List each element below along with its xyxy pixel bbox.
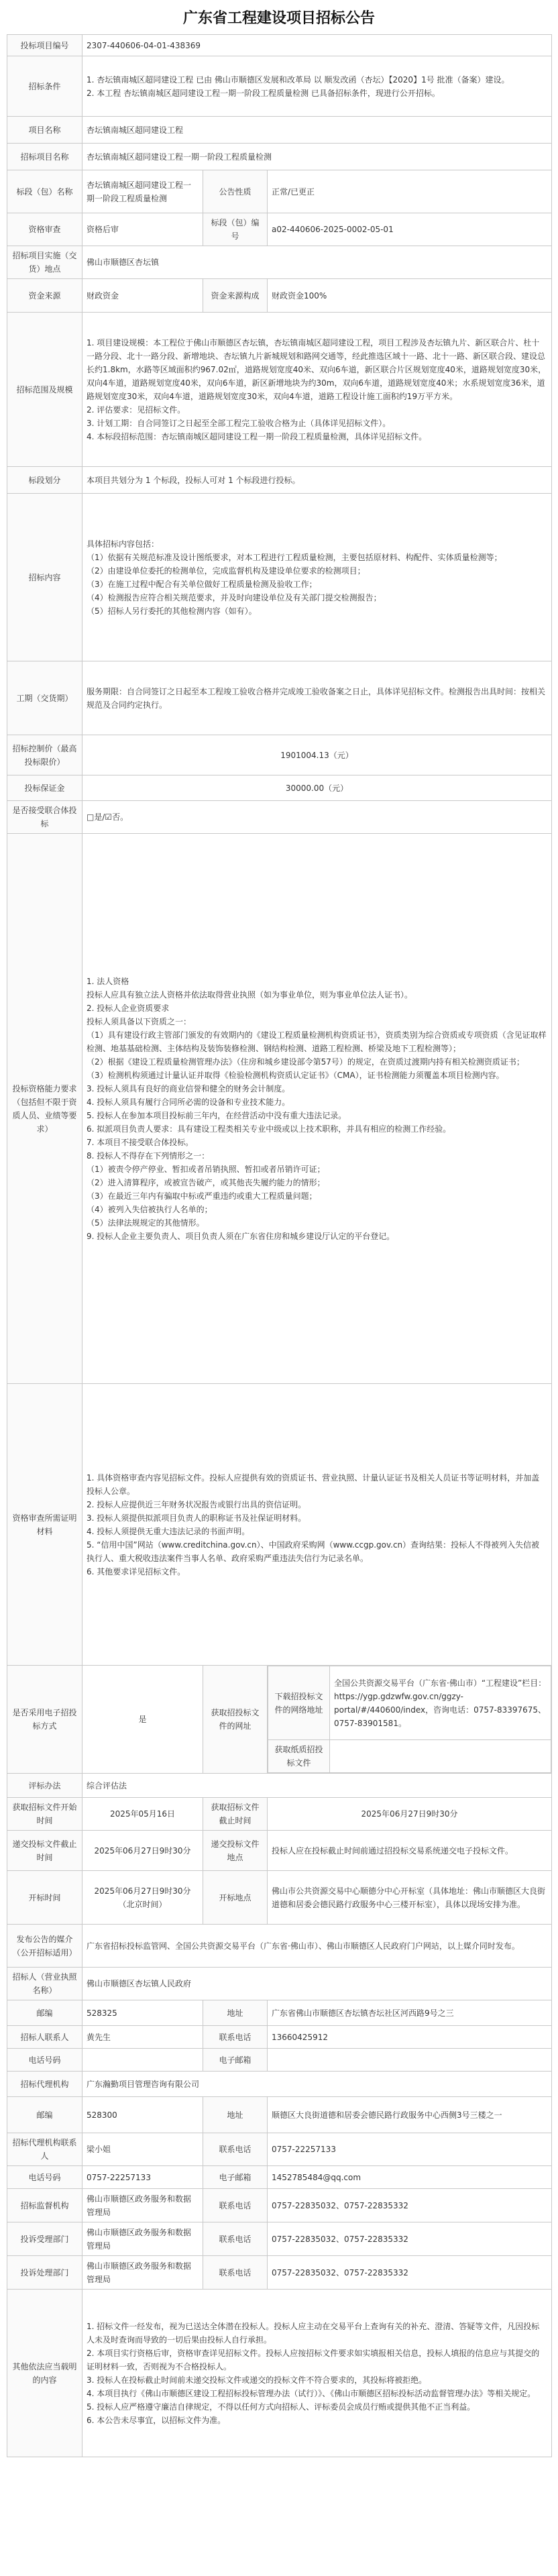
platform-label: 获取招投标文件的网址 xyxy=(203,1666,268,1774)
get-doc-end-value: 2025年06月27日9时30分 xyxy=(268,1798,552,1831)
row-content xyxy=(7,494,552,661)
get-doc-label: 获取招标文件开始时间 xyxy=(7,1798,82,1831)
bidder-req-value: 1. 法人资格 投标人应具有独立法人资格并依法取得营业执照（如为事业单位，则为事业单位法人证书）。 2. 投标人企业资质要求 投标人须具备以下资质之一： （1）具有建设行政主管部门颁发的有效期内的《建设工程质量检测机构资质证书》，资质类别为综合资质或专项资质（含见证取样检测、地基基础检测、主体结构及装饰装修检测、钢结构检测、道路工程检测、桥梁及地下工程检测等）； （2）根据《建设工程质量检测管理办法》（住房和城乡建设部令第57号）的规定，在资质过渡期内持有相关检测资质证书； （3）检测机构须通过计量认证并取得《检验检测机构资质认定证书》（CMA），证书检测能力须覆盖本项目检测内容。 3. 投标人须具有良好的商业信誉和健全的财务会计制度。 4. 投标人须具有履行合同所必需的设备和专业技术能力。 5. 投标人在参加本项目投标前三年内，在经营活动中没有重大违法记录。 6. 拟派项目负责人要求：具有建设工程类相关专业中级或以上技术职称，并具有相应的检测工作经验。 7. 本项目不接受联合体投标。 8. 投标人不得存在下列情形之一： （1）被责令停产停业、暂扣或者吊销执照、暂扣或者吊销许可证； （2）进入清算程序，或被宣告破产，或其他丧失履约能力的情形； （3）在最近三年内有骗取中标或严重违约或重大工程质量问题； （4）被列入失信被执行人名单的； （5）法律法规规定的其他情形。 9. 投标人企业主要负责人、项目负责人须在广东省住房和城乡建设厅认定的平台登记。 xyxy=(82,834,552,1384)
agency-addr-value: 顺德区大良街道德和居委会德民路行政服务中心西侧3号三楼之一 xyxy=(268,2097,552,2133)
row-control-price xyxy=(7,735,552,775)
row-get-doc xyxy=(7,1798,552,1831)
email-value xyxy=(268,2049,552,2072)
doc-url-value[interactable]: 全国公共资源交易平台（广东省·佛山市）“工程建设”栏目：https://ygp.gdzwfw.gov.cn/ggzy-portal/#/440600/index，咨询电话：0757-83397675、0757-83901581。 xyxy=(330,1666,551,1740)
agency-value: 广东瀚勤项目管理咨询有限公司 xyxy=(82,2072,552,2097)
section-code-value: a02-440606-2025-0002-05-01 xyxy=(268,213,552,246)
row-method xyxy=(7,1774,552,1798)
project-code-label: 投标项目编号 xyxy=(7,35,82,56)
tel-value: 13660425912 xyxy=(268,2026,552,2049)
row-agency-contact xyxy=(7,2133,552,2166)
tenderee-addr-label: 地址 xyxy=(203,2000,268,2026)
supervise-tel-value: 0757-22835032、0757-22835332 xyxy=(268,2189,552,2222)
electronic-doc-table xyxy=(268,1666,551,1773)
public-label: 公告性质 xyxy=(203,170,268,213)
tenderee-postcode-label: 邮编 xyxy=(7,2000,82,2026)
tenderee-postcode-value: 528325 xyxy=(82,2000,203,2026)
publish-value: 广东省招标投标监管网、全国公共资源交易平台（广东省·佛山市）、佛山市顺德区人民政府门户网站，以上媒介同时发布。 xyxy=(82,1925,552,1968)
row-open xyxy=(7,1871,552,1925)
row-location xyxy=(7,246,552,279)
duration-value: 服务期限：自合同签订之日起至本工程竣工验收合格并完成竣工验收备案之日止，具体详见招标文件。检测报告出具时间：按相关规范及合同约定执行。 xyxy=(82,661,552,735)
tender-project-name-label: 招标项目名称 xyxy=(7,144,82,170)
content-label: 招标内容 xyxy=(7,494,82,661)
publish-label: 发布公告的媒介（公开招标适用） xyxy=(7,1925,82,1968)
row-project-name xyxy=(7,117,552,144)
row-submit xyxy=(7,1831,552,1871)
method-value: 综合评估法 xyxy=(82,1774,552,1798)
row-agency-phone xyxy=(7,2166,552,2189)
agency-postcode-label: 邮编 xyxy=(7,2097,82,2133)
open-place-label: 开标地点 xyxy=(203,1871,268,1925)
handle-tel-label: 联系电话 xyxy=(203,2256,268,2290)
tender-project-name-value: 杏坛镇南城区超同建设工程一期一阶段工程质量检测 xyxy=(82,144,552,170)
row-complaint xyxy=(7,2222,552,2256)
phone-label: 电话号码 xyxy=(7,2049,82,2072)
get-doc-value: 2025年05月16日 xyxy=(82,1798,203,1831)
row-scope xyxy=(7,313,552,467)
handle-tel-value: 0757-22835032、0757-22835332 xyxy=(268,2256,552,2290)
content-value: 具体招标内容包括： （1）依据有关规范标准及设计图纸要求，对本工程进行工程质量检测，主要包括原材料、构配件、实体质量检测等； （2）由建设单位委托的检测单位，完成监督机构及建设单位要求的检测项目； （3）在施工过程中配合有关单位做好工程质量检测及验收工作； （4）检测报告应符合相关规范要求，并及时向建设单位及有关部门提交检测报告； （5）招标人另行委托的其他检测内容（如有）。 xyxy=(82,494,552,661)
scope-value: 1. 项目建设规模：本工程位于佛山市顺德区杏坛镇，杏坛镇南城区超同建设工程，项目工程涉及杏坛镇九片、新区联合片、杜十一路分段、北十一路分段、新增地块、杏坛镇九片新城规划和路网交通等，经此推选区域十一路、北十一路、新区联合段、建设总长约1.8km，水路等区域面积约967.02㎡，道路规划宽度40米、双向6车道，新区联合片区规划宽度40米，道路规划宽度30米，双向4车道，道路规划宽度40米，双向6车道，新区新增地块为约30m，双向6车道，道路规划宽度40米；水系规划宽度36米，道路规划宽度30米，双向4车道，道路规划宽度30米，双向4车道，道路工程设计施工面积约19万平方米。 2. 评估要求：见招标文件。 3. 计划工期：自合同签订之日起至全部工程完工验收合格为止（具体详见招标文件）。 4. 本标段招标范围：杏坛镇南城区超同建设工程一期一阶段工程质量检测，具体详见招标文件。 xyxy=(82,313,552,467)
deposit-value: 30000.00（元） xyxy=(82,775,552,801)
row-consortium xyxy=(7,801,552,834)
open-label: 开标时间 xyxy=(7,1871,82,1925)
announcement-table xyxy=(7,34,552,2457)
project-code-value: 2307-440606-04-01-438369 xyxy=(82,35,552,56)
row-deposit xyxy=(7,775,552,801)
supervise-tel-label: 联系电话 xyxy=(203,2189,268,2222)
control-price-value: 1901004.13（元） xyxy=(82,735,552,775)
section-label: 标段（包）名称 xyxy=(7,170,82,213)
row-duration xyxy=(7,661,552,735)
fund-ratio-value: 财政资金100% xyxy=(268,279,552,313)
tel-label: 联系电话 xyxy=(203,2026,268,2049)
disqualify-value: 1. 具体资格审查内容见招标文件。投标人应提供有效的资质证书、营业执照、计量认证证书及相关人员证书等证明材料，并加盖投标人公章。 2. 投标人应提供近三年财务状况报告或银行出具的资信证明。 3. 投标人须提供拟派项目负责人的职称证书及社保证明材料。 4. 投标人须提供无重大违法记录的书面声明。 5. “信用中国”网站（www.creditchina.gov.cn）、中国政府采购网（www.ccgp.gov.cn）查询结果：投标人不得被列入失信被执行人、重大税收违法案件当事人名单、政府采购严重违法失信行为记录名单。 6. 其他要求详见招标文件。 xyxy=(82,1384,552,1666)
agency-tel-label: 联系电话 xyxy=(203,2133,268,2166)
location-value: 佛山市顺德区杏坛镇 xyxy=(82,246,552,279)
agency-tel-value: 0757-22257133 xyxy=(268,2133,552,2166)
bidder-req-label: 投标资格能力要求（包括但不限于资质人员、业绩等要求） xyxy=(7,834,82,1384)
row-other xyxy=(7,2290,552,2457)
row-disqualify xyxy=(7,1384,552,1666)
agency-email-value: 1452785484@qq.com xyxy=(268,2166,552,2189)
qualification-label: 资格审查 xyxy=(7,213,82,246)
row-section xyxy=(7,170,552,213)
location-label: 招标项目实施（交货）地点 xyxy=(7,246,82,279)
complaint-label: 投诉受理部门 xyxy=(7,2222,82,2256)
plan-value: 本项目共划分为 1 个标段，投标人可对 1 个标段进行投标。 xyxy=(82,467,552,494)
electronic-value: 是 xyxy=(82,1666,203,1774)
handle-label: 投诉处理部门 xyxy=(7,2256,82,2290)
submit-value: 2025年06月27日9时30分 xyxy=(82,1831,203,1871)
agency-contact-label: 招标代理机构联系人 xyxy=(7,2133,82,2166)
handle-value: 佛山市顺德区政务服务和数据管理局 xyxy=(82,2256,203,2290)
deposit-label: 投标保证金 xyxy=(7,775,82,801)
row-tenderee-addr xyxy=(7,2000,552,2026)
row-tenderee xyxy=(7,1968,552,2000)
scope-label: 招标范围及规模 xyxy=(7,313,82,467)
row-electronic xyxy=(7,1666,552,1774)
row-agency-addr xyxy=(7,2097,552,2133)
open-value: 2025年06月27日9时30分（北京时间） xyxy=(82,1871,203,1925)
public-value: 正常/已更正 xyxy=(268,170,552,213)
agency-addr-label: 地址 xyxy=(203,2097,268,2133)
complaint-tel-label: 联系电话 xyxy=(203,2222,268,2256)
submit-label: 递交投标文件截止时间 xyxy=(7,1831,82,1871)
row-plan xyxy=(7,467,552,494)
row-supervise xyxy=(7,2189,552,2222)
supervise-value: 佛山市顺德区政务服务和数据管理局 xyxy=(82,2189,203,2222)
other-label: 其他依法应当载明的内容 xyxy=(7,2290,82,2457)
row-handle xyxy=(7,2256,552,2290)
row-project-code xyxy=(7,35,552,56)
consortium-label: 是否接受联合体投标 xyxy=(7,801,82,834)
row-conditions xyxy=(7,56,552,117)
method-label: 评标办法 xyxy=(7,1774,82,1798)
consortium-value: □是/☑否。 xyxy=(82,801,552,834)
electronic-label: 是否采用电子招投标方式 xyxy=(7,1666,82,1774)
section-value: 杏坛镇南城区超同建设工程一期一阶段工程质量检测 xyxy=(82,170,203,213)
electronic-doc-cell xyxy=(268,1666,552,1774)
fund-source-value: 财政资金 xyxy=(82,279,203,313)
row-contact xyxy=(7,2026,552,2049)
row-section-code xyxy=(7,213,552,246)
complaint-value: 佛山市顺德区政务服务和数据管理局 xyxy=(82,2222,203,2256)
agency-contact-value: 梁小姐 xyxy=(82,2133,203,2166)
doc-url-label: 下载招投标文件的网络地址 xyxy=(268,1666,330,1740)
phone-value xyxy=(82,2049,203,2072)
fund-label: 资金来源 xyxy=(7,279,82,313)
complaint-tel-value: 0757-22835032、0757-22835332 xyxy=(268,2222,552,2256)
section-code-label: 标段（包）编号 xyxy=(203,213,268,246)
contact-value: 黄先生 xyxy=(82,2026,203,2049)
row-publish xyxy=(7,1925,552,1968)
get-doc-end-label: 获取招标文件截止时间 xyxy=(203,1798,268,1831)
control-price-label: 招标控制价（最高投标限价） xyxy=(7,735,82,775)
duration-label: 工期（交货期） xyxy=(7,661,82,735)
paper-doc-label: 获取纸质招投标文件 xyxy=(268,1740,330,1773)
tenderee-addr-value: 广东省佛山市顺德区杏坛镇杏坛社区河西路9号之三 xyxy=(268,2000,552,2026)
agency-postcode-value: 528300 xyxy=(82,2097,203,2133)
row-phone xyxy=(7,2049,552,2072)
supervise-label: 招标监督机构 xyxy=(7,2189,82,2222)
row-agency xyxy=(7,2072,552,2097)
agency-label: 招标代理机构 xyxy=(7,2072,82,2097)
paper-doc-value xyxy=(330,1740,551,1773)
agency-phone-label: 电话号码 xyxy=(7,2166,82,2189)
tenderee-label: 招标人（营业执照名称） xyxy=(7,1968,82,2000)
row-fund xyxy=(7,279,552,313)
other-value: 1. 招标文件一经发布，视为已送达全体潜在投标人。投标人应主动在交易平台上查询有关的补充、澄清、答疑等文件，凡因投标人未及时查询而导致的一切后果由投标人自行承担。 2. 本项目实行资格后审，资格审查详见招标文件。投标人应按招标文件要求如实填报相关信息，投标人填报的信息应与其提交的证明材料一致，否则视为不合格投标人。 3. 投标人在投标截止时间前未递交投标文件或递交的投标文件不符合要求的，其投标将被拒绝。 4. 本项目执行《佛山市顺德区建设工程招标投标管理办法（试行）》、《佛山市顺德区招标投标活动监督管理办法》等相关规定。 5. 投标人应严格遵守廉洁自律规定，不得以任何方式向招标人、评标委员会成员行贿或提供其他不正当利益。 6. 本公告未尽事宜，以招标文件为准。 xyxy=(82,2290,552,2457)
email-label: 电子邮箱 xyxy=(203,2049,268,2072)
fund-ratio-label: 资金来源构成 xyxy=(203,279,268,313)
submit-place-label: 递交投标文件地点 xyxy=(203,1831,268,1871)
page xyxy=(7,0,551,2457)
conditions-label: 招标条件 xyxy=(7,56,82,117)
row-bidder-req xyxy=(7,834,552,1384)
plan-label: 标段划分 xyxy=(7,467,82,494)
contact-label: 招标人联系人 xyxy=(7,2026,82,2049)
submit-place-value: 投标人应在投标截止时间前通过招投标交易系统递交电子投标文件。 xyxy=(268,1831,552,1871)
disqualify-label: 资格审查所需证明材料 xyxy=(7,1384,82,1666)
qualification-value: 资格后审 xyxy=(82,213,203,246)
open-place-value: 佛山市公共资源交易中心顺德分中心开标室（具体地址：佛山市顺德区大良街道德和居委会德民路行政服务中心三楼开标室），具体以现场安排为准。 xyxy=(268,1871,552,1925)
row-tender-project-name xyxy=(7,144,552,170)
agency-email-label: 电子邮箱 xyxy=(203,2166,268,2189)
paper-doc-row xyxy=(268,1740,551,1773)
doc-url-row xyxy=(268,1666,551,1740)
conditions-value: 1. 杏坛镇南城区超同建设工程 已由 佛山市顺德区发展和改革局 以 顺发改函（杏坛）【2020】1号 批准（备案）建设。 2. 本工程 杏坛镇南城区超同建设工程一期一阶段工程质量检测 已具备招标条件，现进行公开招标。 xyxy=(82,56,552,117)
project-name-value: 杏坛镇南城区超同建设工程 xyxy=(82,117,552,144)
tenderee-value: 佛山市顺德区杏坛镇人民政府 xyxy=(82,1968,552,2000)
agency-phone-value: 0757-22257133 xyxy=(82,2166,203,2189)
project-name-label: 项目名称 xyxy=(7,117,82,144)
page-title: 广东省工程建设项目招标公告 xyxy=(182,10,375,27)
